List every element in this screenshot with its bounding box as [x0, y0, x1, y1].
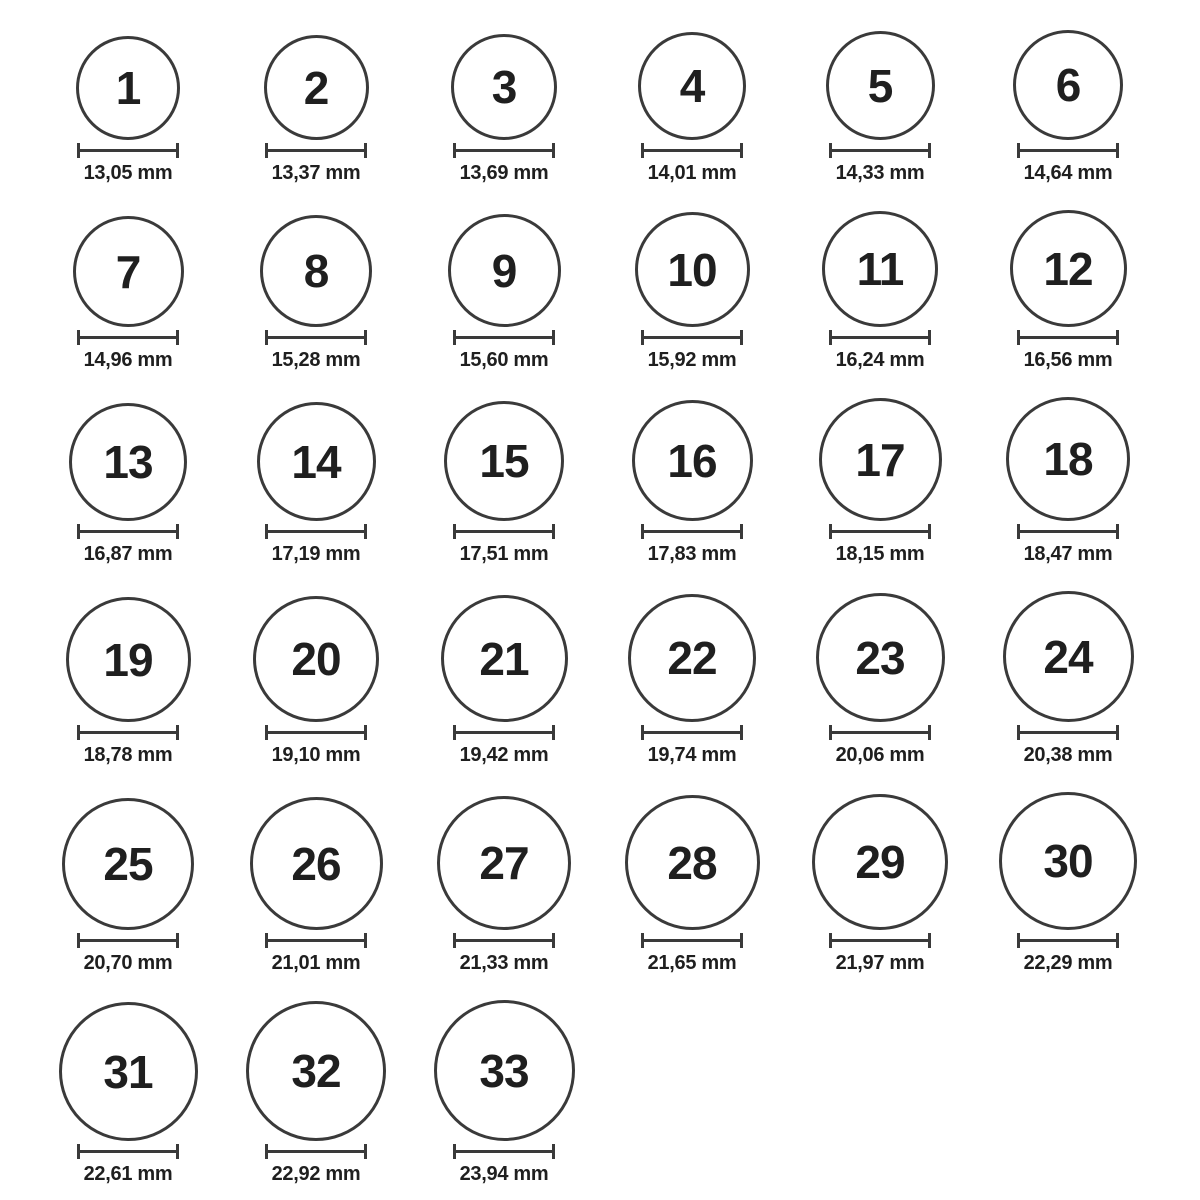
chart-row: [34, 1000, 1200, 1185]
size-number: 2: [303, 61, 329, 114]
diameter-line-bar: [268, 1150, 364, 1153]
diameter-line-bar: [1020, 336, 1116, 339]
diameter-line: [641, 143, 743, 158]
ring-size-cell: [410, 401, 598, 565]
diameter-line: [77, 933, 179, 948]
diameter-line: [453, 330, 555, 345]
ring-size-cell: [34, 216, 222, 371]
ring-size-cell: [34, 36, 222, 184]
diameter-label: 13,69 mm: [459, 162, 549, 184]
ring-size-cell: [974, 30, 1162, 184]
size-number: 13: [103, 436, 153, 488]
ring-size-cell: [786, 398, 974, 565]
size-number: 1: [115, 62, 141, 114]
diameter-line: [641, 725, 743, 740]
size-circle: [1013, 30, 1123, 140]
size-circle: [816, 593, 945, 722]
diameter-line: [77, 1144, 179, 1159]
size-circle: [250, 797, 383, 930]
diameter-line-bar: [644, 336, 740, 339]
diameter-line: [1017, 524, 1119, 539]
size-circle: [437, 796, 571, 930]
diameter-line-bar: [1020, 731, 1116, 734]
size-number: 21: [479, 632, 529, 685]
size-circle: [812, 794, 948, 930]
diameter-line: [829, 725, 931, 740]
ring-size-cell: [598, 32, 786, 184]
diameter-line-bar: [456, 1150, 552, 1153]
diameter-label: 18,15 mm: [835, 543, 925, 565]
diameter-line-bar: [1020, 530, 1116, 533]
size-number: 4: [679, 60, 705, 112]
diameter-line-bar: [80, 939, 176, 942]
diameter-label: 22,29 mm: [1023, 952, 1113, 974]
diameter-label: 17,51 mm: [459, 543, 549, 565]
size-number: 14: [291, 435, 341, 488]
diameter-line-bar: [644, 731, 740, 734]
size-number: 5: [867, 59, 893, 112]
diameter-line: [77, 524, 179, 539]
size-circle: [1010, 210, 1127, 327]
size-number: 29: [855, 836, 905, 888]
size-number: 3: [491, 61, 517, 113]
diameter-line-bar: [80, 1150, 176, 1153]
diameter-line: [77, 143, 179, 158]
size-circle: [69, 403, 187, 521]
size-number: 15: [479, 435, 529, 487]
size-number: 12: [1043, 242, 1093, 295]
diameter-line: [265, 524, 367, 539]
size-circle: [73, 216, 184, 327]
size-circle: [625, 795, 760, 930]
diameter-label: 14,64 mm: [1023, 162, 1113, 184]
size-number: 22: [667, 632, 717, 684]
ring-size-cell: [598, 400, 786, 565]
size-circle: [999, 792, 1137, 930]
diameter-line: [641, 524, 743, 539]
size-circle: [822, 211, 938, 327]
diameter-label: 22,92 mm: [271, 1163, 361, 1185]
diameter-label: 19,74 mm: [647, 744, 737, 766]
diameter-label: 15,28 mm: [271, 349, 361, 371]
size-circle: [638, 32, 746, 140]
diameter-label: 17,83 mm: [647, 543, 737, 565]
diameter-line-bar: [832, 149, 928, 152]
diameter-line-bar: [268, 336, 364, 339]
diameter-label: 22,61 mm: [83, 1163, 173, 1185]
ring-size-cell: [34, 1002, 222, 1185]
diameter-line: [77, 725, 179, 740]
diameter-line-bar: [268, 939, 364, 942]
diameter-line: [1017, 143, 1119, 158]
chart-row: [34, 397, 1200, 565]
diameter-line-bar: [268, 731, 364, 734]
size-circle: [59, 1002, 198, 1141]
size-circle: [1003, 591, 1134, 722]
size-number: 31: [103, 1045, 153, 1098]
ring-size-cell: [786, 211, 974, 371]
size-number: 24: [1043, 630, 1093, 683]
size-number: 10: [667, 243, 717, 296]
ring-size-cell: [410, 214, 598, 371]
size-circle: [260, 215, 372, 327]
diameter-line: [265, 1144, 367, 1159]
size-number: 11: [856, 243, 904, 295]
diameter-label: 14,96 mm: [83, 349, 173, 371]
diameter-label: 18,78 mm: [83, 744, 173, 766]
ring-size-cell: [974, 792, 1162, 974]
size-number: 17: [855, 433, 905, 486]
ring-size-cell: [410, 796, 598, 974]
diameter-line-bar: [80, 530, 176, 533]
diameter-line-bar: [832, 530, 928, 533]
diameter-line: [1017, 330, 1119, 345]
diameter-line: [829, 330, 931, 345]
size-circle: [62, 798, 194, 930]
size-circle: [635, 212, 750, 327]
size-circle: [66, 597, 191, 722]
diameter-line-bar: [644, 149, 740, 152]
diameter-label: 20,06 mm: [835, 744, 925, 766]
size-circle: [434, 1000, 575, 1141]
ring-size-cell: [974, 397, 1162, 565]
diameter-line-bar: [80, 731, 176, 734]
diameter-line: [453, 1144, 555, 1159]
diameter-line-bar: [456, 336, 552, 339]
diameter-line: [265, 143, 367, 158]
size-circle: [819, 398, 942, 521]
diameter-line: [1017, 725, 1119, 740]
ring-size-cell: [222, 1001, 410, 1185]
size-number: 16: [667, 434, 717, 487]
size-circle: [246, 1001, 386, 1141]
diameter-line: [453, 143, 555, 158]
ring-size-cell: [974, 210, 1162, 371]
ring-size-cell: [598, 795, 786, 974]
size-number: 19: [103, 633, 153, 686]
diameter-label: 15,92 mm: [647, 349, 737, 371]
diameter-line-bar: [832, 336, 928, 339]
diameter-line-bar: [832, 731, 928, 734]
diameter-line: [829, 143, 931, 158]
size-circle: [76, 36, 180, 140]
diameter-label: 18,47 mm: [1023, 543, 1113, 565]
diameter-label: 21,01 mm: [271, 952, 361, 974]
chart-row: [34, 210, 1200, 371]
size-number: 23: [855, 631, 905, 684]
diameter-line: [641, 330, 743, 345]
ring-size-cell: [786, 794, 974, 974]
diameter-line-bar: [80, 149, 176, 152]
size-number: 18: [1043, 433, 1093, 485]
size-number: 32: [291, 1045, 341, 1097]
diameter-line: [453, 933, 555, 948]
size-circle: [826, 31, 935, 140]
ring-size-cell: [974, 591, 1162, 766]
size-number: 7: [115, 245, 141, 298]
size-number: 30: [1043, 835, 1093, 887]
diameter-line: [265, 725, 367, 740]
ring-size-cell: [598, 594, 786, 766]
diameter-line-bar: [832, 939, 928, 942]
diameter-label: 19,10 mm: [271, 744, 361, 766]
diameter-line-bar: [268, 149, 364, 152]
diameter-line-bar: [456, 731, 552, 734]
ring-size-cell: [410, 1000, 598, 1185]
size-number: 26: [291, 837, 341, 890]
diameter-line-bar: [644, 939, 740, 942]
size-circle: [257, 402, 376, 521]
diameter-label: 20,38 mm: [1023, 744, 1113, 766]
size-circle: [1006, 397, 1130, 521]
diameter-line-bar: [644, 530, 740, 533]
diameter-line-bar: [80, 336, 176, 339]
chart-row: [34, 30, 1200, 184]
diameter-label: 19,42 mm: [459, 744, 549, 766]
diameter-label: 20,70 mm: [83, 952, 173, 974]
size-number: 20: [291, 633, 341, 685]
diameter-line: [641, 933, 743, 948]
chart-row: [34, 792, 1200, 974]
diameter-label: 13,05 mm: [83, 162, 173, 184]
diameter-line-bar: [456, 530, 552, 533]
diameter-line-bar: [456, 149, 552, 152]
size-number: 6: [1055, 59, 1081, 111]
diameter-label: 14,01 mm: [647, 162, 737, 184]
size-number: 25: [103, 838, 153, 890]
diameter-line-bar: [456, 939, 552, 942]
diameter-label: 13,37 mm: [271, 162, 361, 184]
diameter-line: [265, 933, 367, 948]
diameter-label: 15,60 mm: [459, 349, 549, 371]
ring-size-cell: [410, 34, 598, 184]
size-circle: [253, 596, 379, 722]
diameter-line: [453, 524, 555, 539]
size-number: 28: [667, 836, 717, 889]
size-circle: [451, 34, 557, 140]
ring-size-cell: [34, 798, 222, 974]
ring-size-cell: [34, 403, 222, 565]
size-circle: [632, 400, 753, 521]
diameter-line-bar: [1020, 149, 1116, 152]
diameter-label: 16,24 mm: [835, 349, 925, 371]
diameter-label: 21,33 mm: [459, 952, 549, 974]
ring-size-cell: [598, 212, 786, 371]
diameter-label: 21,65 mm: [647, 952, 737, 974]
size-circle: [264, 35, 369, 140]
size-number: 8: [303, 245, 329, 297]
ring-size-cell: [222, 596, 410, 766]
ring-size-cell: [222, 215, 410, 371]
diameter-label: 14,33 mm: [835, 162, 925, 184]
chart-row: [34, 591, 1200, 766]
size-circle: [444, 401, 564, 521]
size-number: 27: [479, 837, 529, 889]
diameter-label: 21,97 mm: [835, 952, 925, 974]
diameter-line-bar: [1020, 939, 1116, 942]
ring-size-cell: [786, 31, 974, 184]
ring-size-cell: [222, 35, 410, 184]
diameter-label: 16,87 mm: [83, 543, 173, 565]
diameter-line: [1017, 933, 1119, 948]
diameter-label: 23,94 mm: [459, 1163, 549, 1185]
ring-size-cell: [34, 597, 222, 766]
diameter-line: [829, 933, 931, 948]
size-circle: [448, 214, 561, 327]
ring-size-cell: [222, 402, 410, 565]
diameter-label: 16,56 mm: [1023, 349, 1113, 371]
size-circle: [441, 595, 568, 722]
diameter-line: [829, 524, 931, 539]
size-number: 9: [491, 244, 517, 297]
size-circle: [628, 594, 756, 722]
ring-size-cell: [410, 595, 598, 766]
ring-size-cell: [786, 593, 974, 766]
diameter-line: [453, 725, 555, 740]
diameter-line-bar: [268, 530, 364, 533]
diameter-line: [265, 330, 367, 345]
diameter-label: 17,19 mm: [271, 543, 361, 565]
ring-size-cell: [222, 797, 410, 974]
diameter-line: [77, 330, 179, 345]
size-number: 33: [479, 1044, 529, 1097]
